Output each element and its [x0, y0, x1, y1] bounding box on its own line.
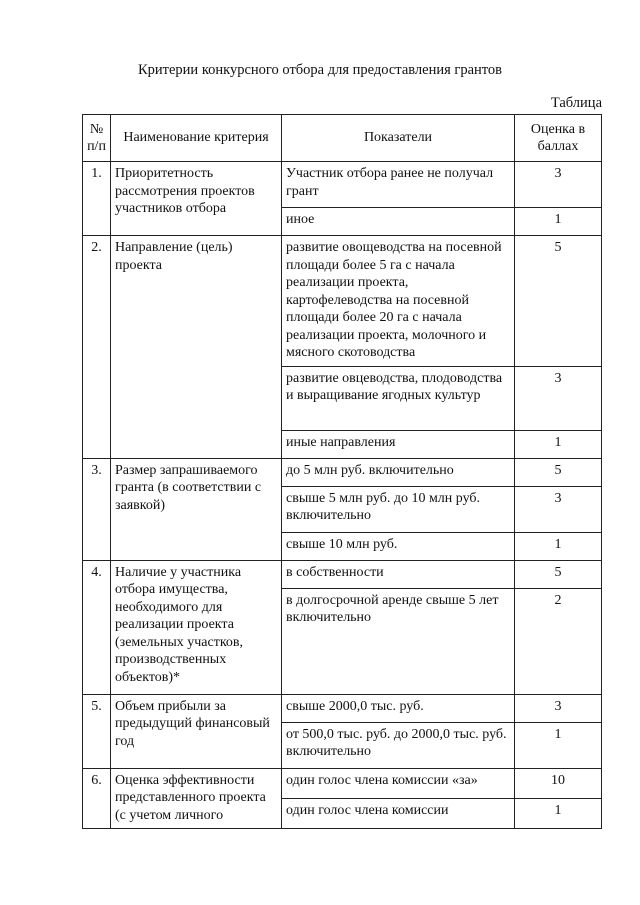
criterion-name: Объем прибыли за предыдущий финансовый год: [111, 694, 282, 768]
indicator-cell: Участник отбора ранее не получал грант: [282, 162, 515, 208]
table-caption: Таблица: [550, 95, 602, 111]
score-cell: 5: [515, 458, 602, 486]
criterion-number: 4.: [83, 560, 111, 694]
score-cell: 3: [515, 486, 602, 532]
indicator-cell: свыше 2000,0 тыс. руб.: [282, 694, 515, 722]
criterion-number: 3.: [83, 458, 111, 560]
indicator-cell: один голос члена комиссии «за»: [282, 768, 515, 798]
criterion-number: 5.: [83, 694, 111, 768]
indicator-cell: развитие овцеводства, плодоводства и выращивание ягодных культур: [282, 366, 515, 430]
indicator-cell: развитие овощеводства на посевной площади более 5 га с начала реализации проекта, картофелеводства на посевной площади более 20 га с начала реализации проекта, молочного и мясного скотоводства: [282, 236, 515, 367]
score-cell: 1: [515, 798, 602, 828]
score-cell: 10: [515, 768, 602, 798]
indicator-cell: один голос члена комиссии: [282, 798, 515, 828]
score-cell: 5: [515, 560, 602, 588]
criterion-number: 1.: [83, 162, 111, 236]
criterion-name: Наличие у участника отбора имущества, необходимого для реализации проекта (земельных участков, производственных объектов)*: [111, 560, 282, 694]
criterion-name: Приоритетность рассмотрения проектов участников отбора: [111, 162, 282, 236]
score-cell: 3: [515, 366, 602, 430]
criteria-table: [82, 114, 602, 829]
header-row: [83, 115, 602, 162]
table-row: [83, 236, 602, 367]
criterion-name: Размер запрашиваемого гранта (в соответствии с заявкой): [111, 458, 282, 560]
indicator-cell: иные направления: [282, 430, 515, 458]
score-cell: 1: [515, 532, 602, 560]
indicator-cell: в собственности: [282, 560, 515, 588]
header-criterion: Наименование критерия: [111, 115, 282, 162]
score-cell: 1: [515, 430, 602, 458]
score-cell: 2: [515, 588, 602, 694]
indicator-cell: в долгосрочной аренде свыше 5 лет включительно: [282, 588, 515, 694]
table-row: [83, 768, 602, 798]
score-cell: 1: [515, 722, 602, 768]
table-row: [83, 458, 602, 486]
score-cell: 1: [515, 208, 602, 236]
header-score: Оценка в баллах: [515, 115, 602, 162]
score-cell: 5: [515, 236, 602, 367]
document-title: Критерии конкурсного отбора для предоставления грантов: [137, 62, 503, 78]
criterion-name: Направление (цель) проекта: [111, 236, 282, 459]
indicator-cell: свыше 5 млн руб. до 10 млн руб. включительно: [282, 486, 515, 532]
criterion-number: 6.: [83, 768, 111, 829]
criterion-number: 2.: [83, 236, 111, 459]
indicator-cell: от 500,0 тыс. руб. до 2000,0 тыс. руб. включительно: [282, 722, 515, 768]
indicator-cell: свыше 10 млн руб.: [282, 532, 515, 560]
score-cell: 3: [515, 694, 602, 722]
indicator-cell: иное: [282, 208, 515, 236]
header-num: № п/п: [83, 115, 111, 162]
table-row: [83, 694, 602, 722]
criterion-name: Оценка эффективности представленного проекта (с учетом личного: [111, 768, 282, 829]
table-row: [83, 560, 602, 588]
table-row: [83, 162, 602, 208]
header-indicators: Показатели: [282, 115, 515, 162]
score-cell: 3: [515, 162, 602, 208]
indicator-cell: до 5 млн руб. включительно: [282, 458, 515, 486]
